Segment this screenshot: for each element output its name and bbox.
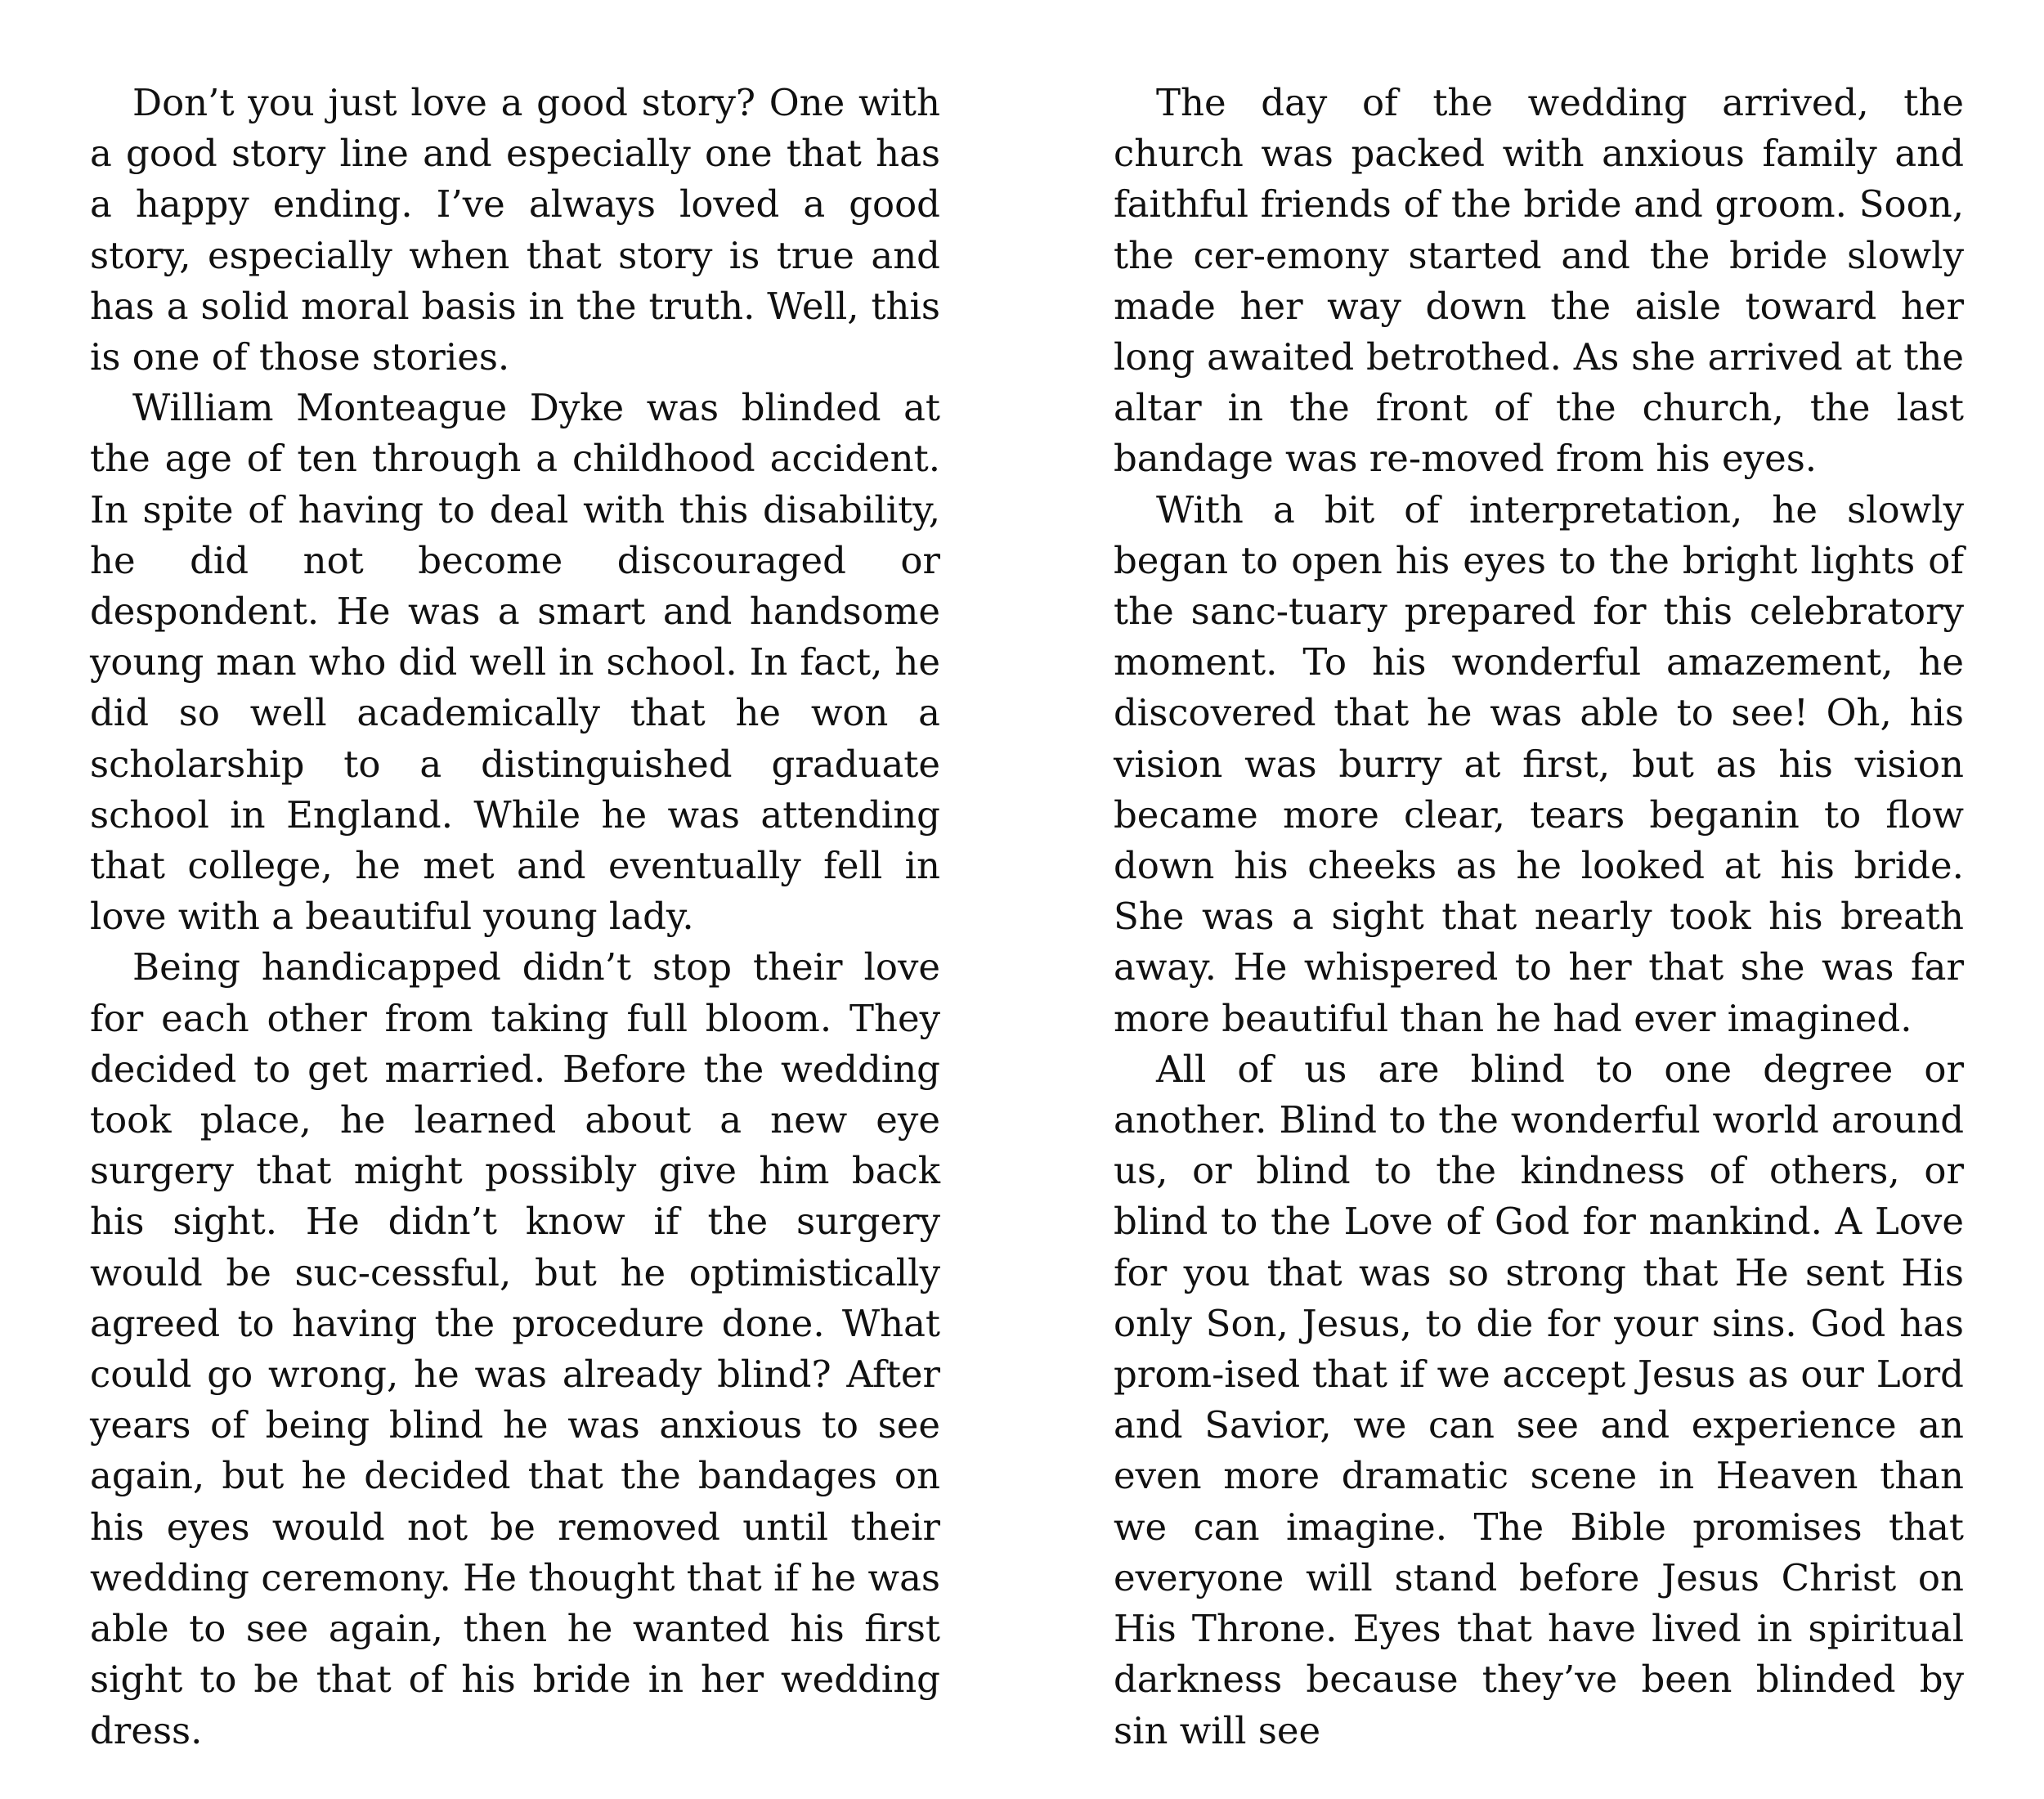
paragraph-wedding-day: The day of the wedding arrived, the church was packed with anxious family and faithful friends of the bride and groom. Soon, the cer-emony started and the bride slowly made her way down the aisle toward her long awaited betrothed. As she arrived at the altar in the front of the church, the last bandage was re-moved from his eyes. [1114, 81, 1964, 481]
paragraph-handicapped: Being handicapped didn’t stop their love for each other from taking full bloom. They decided to get married. Before the wedding took place, he learned about a new eye surgery that might possibly give him back his sight. He didn’t know if the surgery would be suc-cessful, but he optimistically agreed to having the procedure done. What could go wrong, he was already blind? After years of being blind he was anxious to see again, but he decided that the bandages on his eyes would not be removed until their wedding ceremony. He thought that if he was able to see again, then he wanted his first sight to be that of his bride in her wedding dress. [90, 945, 940, 1752]
paragraph-interpretation: With a bit of interpretation, he slowly began to open his eyes to the bright lights of the sanc-tuary prepared for this celebratory moment. To his wonderful amazement, he discovered that he was able to see! Oh, his vision was burry at first, but as his vision became more clear, tears beganin to flow down his cheeks as he looked at his bride. She was a sight that nearly took his breath away. He whispered to her that she was far more beautiful than he had ever imagined. [1114, 487, 1964, 1040]
paragraph-william-dyke: William Monteague Dyke was blinded at the age of ten through a childhood accident. In spite of having to deal with this disability, he did not become discouraged or despondent. He was a smart and handsome young man who did well in school. In fact, he did so well academically that he won a scholarship to a distinguished graduate school in England. While he was attending that college, he met and eventually fell in love with a beautiful young lady. [90, 386, 940, 939]
right-column [1114, 78, 1964, 1756]
paragraph-intro: Don’t you just love a good story? One with a good story line and especially one that has a happy ending. I’ve always loved a good story, especially when that story is true and has a solid moral basis in the truth. Well, this is one of those stories. [90, 81, 940, 379]
left-column [90, 78, 940, 1756]
paragraph-all-blind: All of us are blind to one degree or another. Blind to the wonderful world around us, or blind to the kindness of others, or blind to the Love of God for mankind. A Love for you that was so strong that He sent His only Son, Jesus, to die for your sins. God has prom-ised that if we accept Jesus as our Lord and Savior, we can see and experience an even more dramatic scene in Heaven than we can imagine. The Bible promises that everyone will stand before Jesus Christ on His Throne. Eyes that have lived in spiritual darkness because they’ve been blinded by sin will see [1114, 1047, 1964, 1752]
